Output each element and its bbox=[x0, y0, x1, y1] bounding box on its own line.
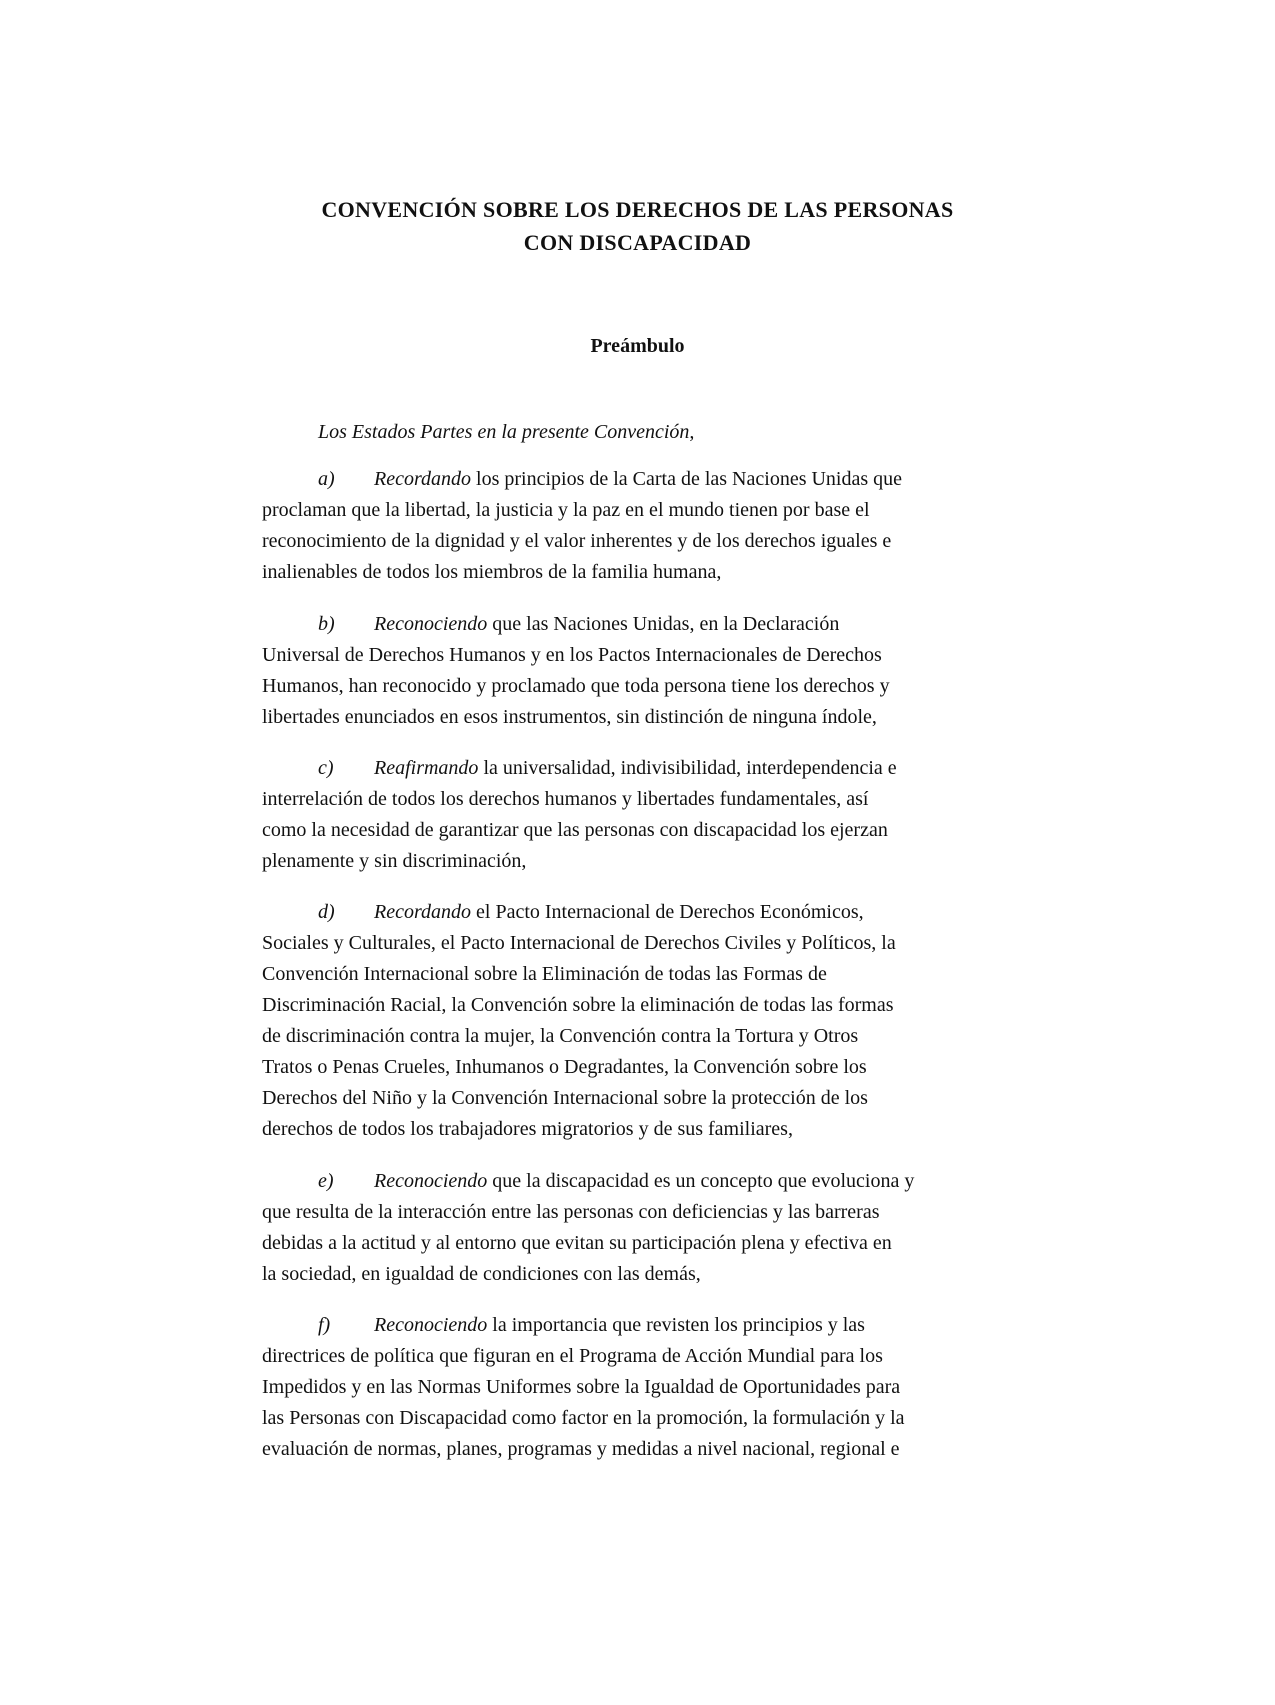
paragraph-line: reconocimiento de la dignidad y el valor inherentes y de los derechos iguales e bbox=[262, 530, 892, 552]
paragraph-first-rest: la universalidad, indivisibilidad, interdependencia e bbox=[478, 757, 897, 779]
paragraph-first-rest: que la discapacidad es un concepto que evoluciona y bbox=[487, 1170, 915, 1192]
paragraph-line: Discriminación Racial, la Convención sobre la eliminación de todas las formas bbox=[262, 994, 894, 1016]
paragraph-letter: f) bbox=[318, 1314, 331, 1336]
paragraph-line: Universal de Derechos Humanos y en los Pactos Internacionales de Derechos bbox=[262, 644, 882, 666]
section-heading: Preámbulo bbox=[590, 335, 685, 357]
paragraph-first-line bbox=[262, 753, 1002, 784]
paragraph-line: Convención Internacional sobre la Eliminación de todas las Formas de bbox=[262, 963, 827, 985]
paragraph-d bbox=[262, 897, 1002, 1145]
paragraph-first-line bbox=[262, 1310, 1002, 1341]
paragraph-line: libertades enunciados en esos instrumentos, sin distinción de ninguna índole, bbox=[262, 706, 877, 728]
paragraph-verb: Recordando bbox=[374, 468, 472, 490]
paragraph-first-rest: los principios de la Carta de las Naciones Unidas que bbox=[471, 468, 903, 490]
paragraph-line: las Personas con Discapacidad como factor en la promoción, la formulación y la bbox=[262, 1407, 905, 1429]
paragraph-verb: Reconociendo bbox=[374, 1170, 488, 1192]
paragraph-letter: a) bbox=[318, 468, 335, 490]
paragraph-first-line bbox=[262, 897, 1002, 928]
document-title-line-1: CONVENCIÓN SOBRE LOS DERECHOS DE LAS PERSONAS bbox=[321, 197, 954, 222]
paragraph-line: de discriminación contra la mujer, la Convención contra la Tortura y Otros bbox=[262, 1025, 859, 1047]
paragraph-letter: e) bbox=[318, 1170, 334, 1192]
paragraph-line: inalienables de todos los miembros de la familia humana, bbox=[262, 561, 722, 583]
paragraph-letter: b) bbox=[318, 613, 335, 635]
paragraph-c bbox=[262, 753, 1002, 877]
paragraph-first-line bbox=[262, 609, 1002, 640]
paragraph-a bbox=[262, 464, 1002, 588]
paragraph-b bbox=[262, 609, 1002, 733]
intro-line: Los Estados Partes en la presente Convención, bbox=[318, 421, 695, 443]
paragraph-first-rest: el Pacto Internacional de Derechos Económicos, bbox=[471, 901, 864, 923]
paragraph-line: directrices de política que figuran en el Programa de Acción Mundial para los bbox=[262, 1345, 883, 1367]
paragraph-line: proclaman que la libertad, la justicia y la paz en el mundo tienen por base el bbox=[262, 499, 870, 521]
paragraph-verb: Reconociendo bbox=[374, 613, 488, 635]
paragraph-line: Sociales y Culturales, el Pacto Internacional de Derechos Civiles y Políticos, la bbox=[262, 932, 896, 954]
paragraph-line: Humanos, han reconocido y proclamado que toda persona tiene los derechos y bbox=[262, 675, 890, 697]
paragraph-letter: c) bbox=[318, 757, 334, 779]
paragraph-line: evaluación de normas, planes, programas y medidas a nivel nacional, regional e bbox=[262, 1438, 900, 1460]
paragraph-line: plenamente y sin discriminación, bbox=[262, 850, 527, 872]
paragraph-first-line bbox=[262, 1166, 1002, 1197]
paragraph-first-rest: la importancia que revisten los principios y las bbox=[487, 1314, 865, 1336]
paragraph-e bbox=[262, 1166, 1002, 1290]
paragraph-verb: Reafirmando bbox=[374, 757, 479, 779]
paragraph-line: interrelación de todos los derechos humanos y libertades fundamentales, así bbox=[262, 788, 869, 810]
document-title bbox=[0, 193, 1275, 259]
paragraph-line: Tratos o Penas Crueles, Inhumanos o Degradantes, la Convención sobre los bbox=[262, 1056, 867, 1078]
paragraph-letter: d) bbox=[318, 901, 335, 923]
document-title-line-2: CON DISCAPACIDAD bbox=[523, 230, 752, 255]
paragraph-line: la sociedad, en igualdad de condiciones con las demás, bbox=[262, 1263, 701, 1285]
paragraph-f bbox=[262, 1310, 1002, 1465]
paragraph-line: debidas a la actitud y al entorno que evitan su participación plena y efectiva en bbox=[262, 1232, 892, 1254]
paragraph-line: Impedidos y en las Normas Uniformes sobre la Igualdad de Oportunidades para bbox=[262, 1376, 901, 1398]
paragraph-verb: Reconociendo bbox=[374, 1314, 488, 1336]
paragraph-line: como la necesidad de garantizar que las personas con discapacidad los ejerzan bbox=[262, 819, 888, 841]
paragraph-line: derechos de todos los trabajadores migratorios y de sus familiares, bbox=[262, 1118, 793, 1140]
paragraph-first-line bbox=[262, 464, 1002, 495]
paragraph-line: Derechos del Niño y la Convención Internacional sobre la protección de los bbox=[262, 1087, 868, 1109]
paragraph-verb: Recordando bbox=[374, 901, 472, 923]
paragraph-line: que resulta de la interacción entre las personas con deficiencias y las barreras bbox=[262, 1201, 880, 1223]
paragraph-first-rest: que las Naciones Unidas, en la Declaración bbox=[487, 613, 840, 635]
